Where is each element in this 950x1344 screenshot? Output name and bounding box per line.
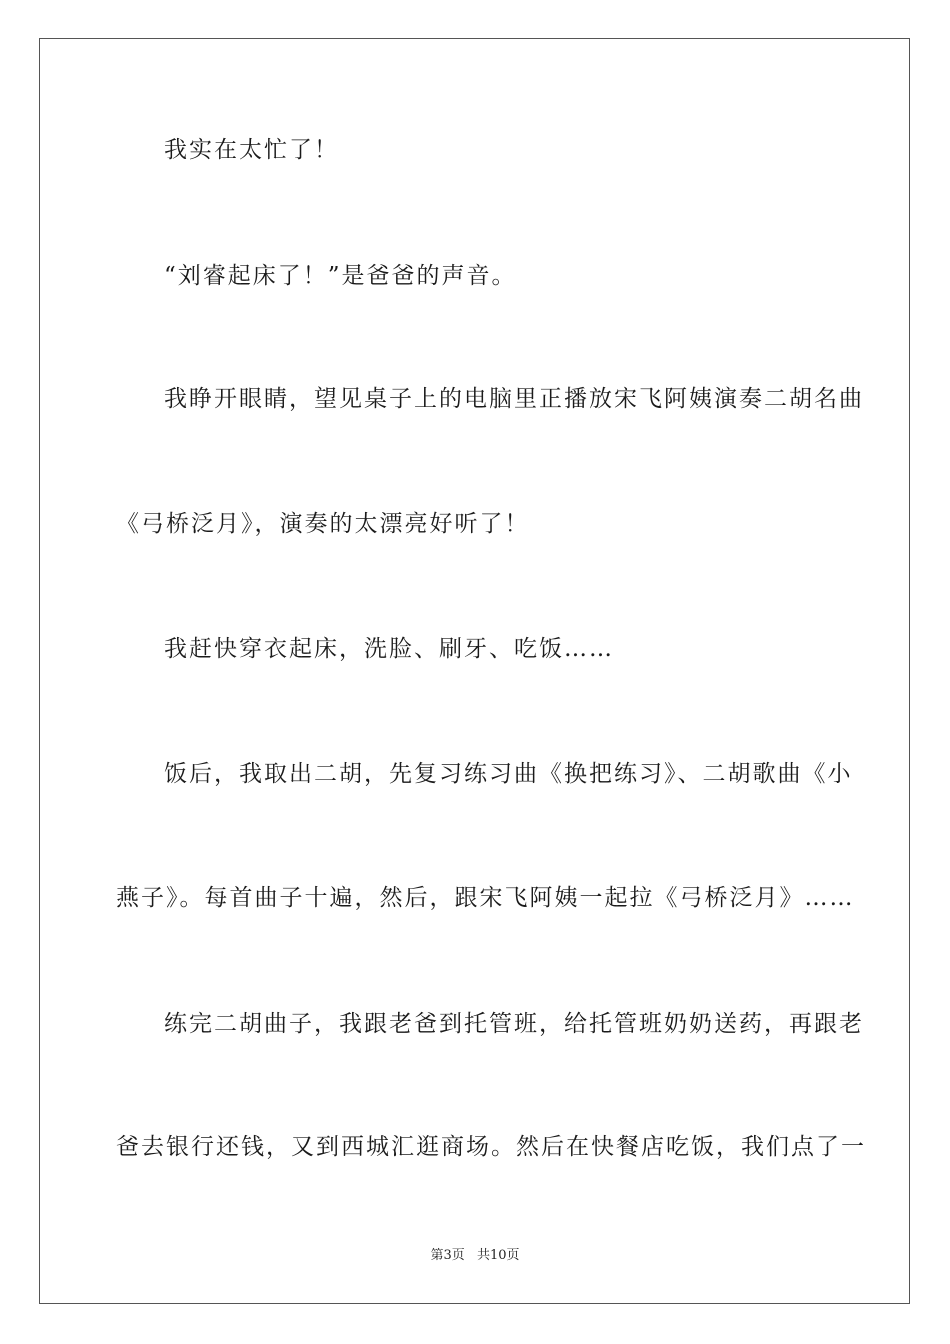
text-line: “刘睿起床了！”是爸爸的声音。	[164, 263, 517, 289]
page-total: 共10页	[476, 1248, 520, 1263]
text-line: 《弓桥泛月》，演奏的太漂亮好听了！	[116, 511, 530, 537]
text-line: 燕子》。每首曲子十遍，然后，跟宋飞阿姨一起拉《弓桥泛月》……	[116, 885, 855, 911]
page-frame	[39, 38, 910, 1304]
text-line: 饭后，我取出二胡，先复习练习曲《换把练习》、二胡歌曲《小	[164, 761, 853, 787]
text-line: 爸去银行还钱，又到西城汇逛商场。然后在快餐店吃饭，我们点了一	[116, 1134, 866, 1160]
text-line: 我睁开眼睛，望见桌子上的电脑里正播放宋飞阿姨演奏二胡名曲	[164, 386, 864, 412]
page-number: 第3页	[430, 1248, 465, 1263]
text-line: 我赶快穿衣起床，洗脸、刷牙、吃饭……	[164, 636, 614, 662]
text-line: 我实在太忙了！	[164, 137, 339, 163]
page-footer	[0, 1246, 950, 1266]
text-line: 练完二胡曲子，我跟老爸到托管班，给托管班奶奶送药，再跟老	[164, 1011, 864, 1037]
